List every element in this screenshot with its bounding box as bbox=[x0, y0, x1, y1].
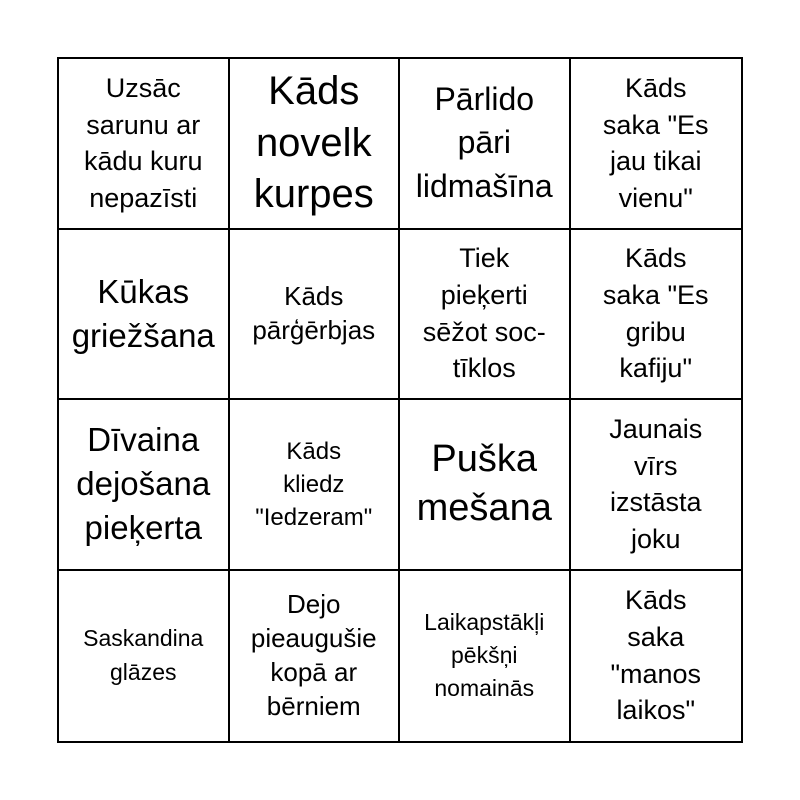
bingo-cell-7[interactable] bbox=[400, 230, 571, 401]
bingo-cell-text: Puškа mešana bbox=[416, 437, 552, 530]
bingo-cell-text: Kāds novelk kurpes bbox=[253, 69, 374, 216]
bingo-cell-text: Kāds saka "Es gribu kafiju" bbox=[602, 243, 709, 384]
bingo-cell-text: Pārlido pāri lidmašīna bbox=[415, 80, 553, 205]
bingo-cell-9[interactable] bbox=[59, 400, 230, 571]
bingo-cell-text: Uzsāc sarunu ar kādu kuru nepazīsti bbox=[83, 72, 203, 213]
bingo-cell-2[interactable] bbox=[230, 59, 401, 230]
bingo-cell-10[interactable] bbox=[230, 400, 401, 571]
bingo-cell-text: Kāds saka "Es jau tikai vienu" bbox=[602, 72, 709, 213]
bingo-cell-15[interactable] bbox=[400, 571, 571, 742]
bingo-cell-text: Kāds kliedz "Iedzeram" bbox=[255, 437, 373, 531]
bingo-cell-6[interactable] bbox=[230, 230, 401, 401]
bingo-cell-8[interactable] bbox=[571, 230, 742, 401]
bingo-cell-4[interactable] bbox=[571, 59, 742, 230]
bingo-cell-text: Dejo pieaugušie kopā ar bērniem bbox=[250, 589, 377, 721]
bingo-cell-5[interactable] bbox=[59, 230, 230, 401]
bingo-cell-14[interactable] bbox=[230, 571, 401, 742]
bingo-cell-text: Dīvaina dejošana pieķerta bbox=[76, 421, 211, 547]
bingo-cell-13[interactable] bbox=[59, 571, 230, 742]
bingo-cell-text: Kūkas griežšana bbox=[71, 272, 215, 354]
bingo-cell-text: Tiek pieķerti sēžot soc- tīklos bbox=[422, 243, 546, 384]
bingo-cell-12[interactable] bbox=[571, 400, 742, 571]
bingo-cell-16[interactable] bbox=[571, 571, 742, 742]
bingo-cell-text: Kāds pārģērbjas bbox=[252, 280, 376, 345]
bingo-cell-text: Laikapstākļi pēkšņi nomainās bbox=[424, 608, 545, 702]
bingo-cell-3[interactable] bbox=[400, 59, 571, 230]
bingo-card bbox=[57, 57, 743, 743]
bingo-cell-text: Jaunais vīrs izstāsta joku bbox=[609, 413, 703, 554]
bingo-cell-1[interactable] bbox=[59, 59, 230, 230]
bingo-cell-text: Saskandina glāzes bbox=[83, 625, 204, 685]
bingo-cell-text: Kāds saka "manos laikos" bbox=[610, 585, 702, 726]
bingo-cell-11[interactable] bbox=[400, 400, 571, 571]
